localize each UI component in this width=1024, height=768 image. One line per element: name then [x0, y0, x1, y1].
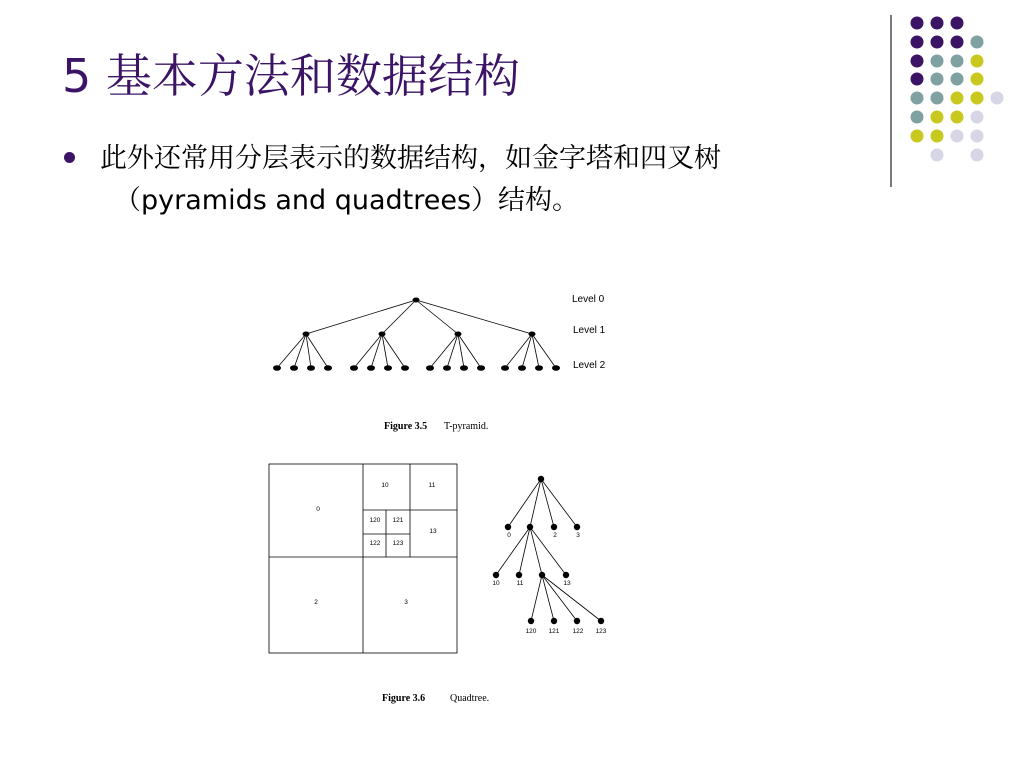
tree-node-0-label: 0: [507, 532, 511, 539]
quadtree-node: [528, 618, 534, 624]
bullet-latin-term: pyramids and quadtrees: [141, 185, 472, 216]
quadtree-node: [551, 524, 557, 530]
bullet-line-1: 此外还常用分层表示的数据结构，如金字塔和四叉树: [100, 143, 721, 174]
tree-node-13-label: 13: [563, 580, 571, 587]
bullet-line-2-rest: ）结构。: [471, 185, 580, 216]
cell-120-label: 120: [369, 517, 381, 524]
tree-node-120-label: 120: [525, 628, 537, 635]
level-1-label: Level 1: [573, 325, 606, 336]
cell-10-label: 10: [381, 482, 389, 489]
quadtree-caption-text: Quadtree.: [450, 693, 490, 704]
level-0-label: Level 0: [572, 294, 605, 305]
quadtree-node: [574, 524, 580, 530]
cell-13-label: 13: [429, 528, 437, 535]
quadtree-node: [551, 618, 557, 624]
cell-121-label: 121: [392, 517, 404, 524]
quadtree-edge: [541, 479, 577, 527]
cell-122-label: 122: [369, 540, 381, 547]
cell-0-label: 0: [316, 506, 320, 513]
quadtree-edge: [541, 479, 554, 527]
quadtree-node-root: [538, 476, 544, 482]
cell-2-label: 2: [314, 599, 318, 606]
quadtree-node: [493, 572, 499, 578]
quadtree-edge: [508, 479, 541, 527]
tree-node-3-label: 3: [576, 532, 580, 539]
quadtree-edge: [531, 575, 542, 621]
quadtree-caption-bold: Figure 3.6: [382, 693, 426, 704]
tree-node-122-label: 122: [572, 628, 584, 635]
tree-node-11-label: 11: [516, 580, 524, 587]
paren-open: （: [114, 185, 141, 216]
tree-node-123-label: 123: [595, 628, 607, 635]
quadtree-node: [574, 618, 580, 624]
cell-3-label: 3: [404, 599, 408, 606]
cell-123-label: 123: [392, 540, 404, 547]
tree-node-2-label: 2: [553, 532, 557, 539]
quadtree-node: [563, 572, 569, 578]
quadtree-node: [516, 572, 522, 578]
quadtree-node: [539, 572, 545, 578]
pyramid-caption-bold: Figure 3.5: [384, 421, 428, 432]
pyramid-caption-text: T-pyramid.: [444, 421, 489, 432]
quadtree-edge: [530, 527, 542, 575]
quadtree-edge: [530, 527, 566, 575]
level-2-label: Level 2: [573, 360, 606, 371]
tree-node-10-label: 10: [492, 580, 500, 587]
quadtree-node: [598, 618, 604, 624]
cell-11-label: 11: [428, 482, 436, 489]
tree-node-121-label: 121: [548, 628, 560, 635]
quadtree-edge: [530, 479, 541, 527]
quadtree-edge: [542, 575, 554, 621]
slide-title: 5 基本方法和数据结构: [62, 49, 520, 103]
quadtree-node: [527, 524, 533, 530]
quadtree-node: [505, 524, 511, 530]
